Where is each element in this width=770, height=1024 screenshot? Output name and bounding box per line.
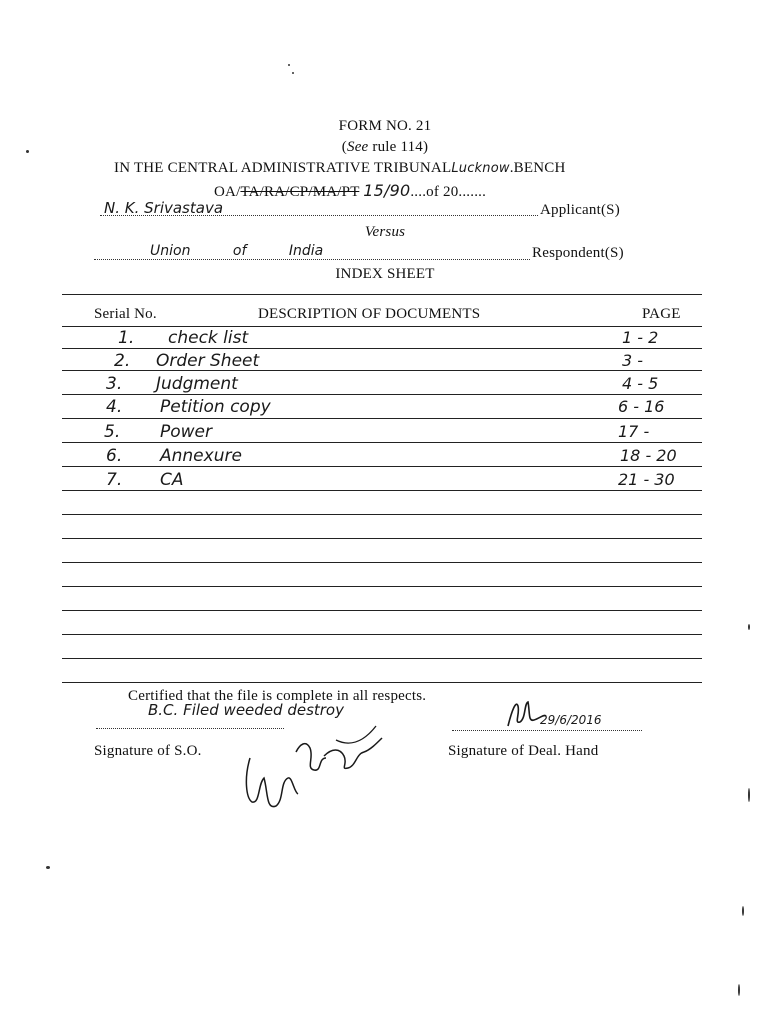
table-row <box>0 422 770 444</box>
oa-suffix: ....of 20....... <box>410 184 487 200</box>
table-rule <box>62 658 702 659</box>
table-row <box>0 446 770 468</box>
oa-line <box>214 181 486 201</box>
deal-hand-initials-signature <box>500 696 550 734</box>
respondent-fill-line <box>94 259 530 260</box>
row-description: Petition copy <box>160 397 271 417</box>
column-serial-header: Serial No. <box>94 306 157 322</box>
row-page: 18 - 20 <box>620 446 677 465</box>
applicant-label: Applicant(S) <box>540 202 620 218</box>
table-rule <box>62 326 702 327</box>
row-serial: 6. <box>106 446 123 466</box>
row-serial: 3. <box>106 374 123 394</box>
scan-speck <box>742 906 744 916</box>
scan-speck <box>292 72 294 74</box>
rule-number: rule 114) <box>368 139 429 155</box>
table-rule <box>62 586 702 587</box>
row-page: 6 - 16 <box>618 397 665 416</box>
row-page: 17 - <box>618 422 650 441</box>
rule-reference <box>0 139 770 156</box>
tribunal-line <box>114 160 566 177</box>
column-page-header: PAGE <box>642 306 681 322</box>
table-row <box>0 328 770 350</box>
scan-speck <box>748 624 750 630</box>
oa-prefix: OA/ <box>214 184 241 200</box>
table-rule <box>62 514 702 515</box>
row-description: Power <box>160 422 213 442</box>
deal-hand-signature-label: Signature of Deal. Hand <box>448 743 599 759</box>
versus-label: Versus <box>364 224 406 240</box>
respondent-handwritten: Union of India <box>150 243 324 259</box>
oa-number-handwritten: 15/90 <box>363 181 411 200</box>
row-serial: 4. <box>106 397 123 417</box>
respondent-label: Respondent(S) <box>532 245 624 261</box>
row-page: 4 - 5 <box>622 374 659 393</box>
deal-hand-date-handwritten: 29/6/2016 <box>540 713 602 727</box>
table-rule <box>62 538 702 539</box>
so-signature-label: Signature of S.O. <box>94 743 202 759</box>
scan-speck <box>738 984 740 996</box>
row-serial: 1. <box>118 328 135 348</box>
tribunal-suffix: .BENCH <box>509 160 566 176</box>
row-description: Annexure <box>160 446 242 466</box>
so-handwritten-note: B.C. Filed weeded destroy <box>148 701 344 719</box>
form-title: FORM NO. 21 <box>338 118 432 134</box>
row-description: Judgment <box>156 374 238 394</box>
so-signature-scrawl <box>236 718 406 826</box>
index-sheet-title: INDEX SHEET <box>335 266 435 282</box>
tribunal-prefix: IN THE CENTRAL ADMINISTRATIVE TRIBUNAL <box>114 160 452 176</box>
row-serial: 5. <box>104 422 121 442</box>
table-rule <box>62 610 702 611</box>
table-row <box>0 374 770 396</box>
row-description: check list <box>168 328 249 348</box>
rule-paren-open: ( <box>341 139 347 155</box>
row-description: Order Sheet <box>156 351 260 371</box>
tribunal-bench-handwritten: Lucknow <box>451 161 510 176</box>
table-top-rule <box>62 294 702 295</box>
table-rule <box>62 634 702 635</box>
column-description-header: DESCRIPTION OF DOCUMENTS <box>258 306 481 322</box>
scan-speck <box>288 64 290 66</box>
table-row <box>0 351 770 373</box>
applicant-handwritten: N. K. Srivastava <box>104 199 224 217</box>
certification-text: Certified that the file is complete in all respects. <box>128 688 427 704</box>
row-page: 1 - 2 <box>622 328 659 347</box>
row-description: CA <box>160 470 184 490</box>
table-bottom-rule <box>62 682 702 683</box>
rule-see: See <box>347 139 369 155</box>
scan-speck <box>748 788 750 802</box>
table-rule <box>62 562 702 563</box>
row-page: 21 - 30 <box>618 470 675 489</box>
table-row <box>0 470 770 492</box>
scan-speck <box>46 866 50 869</box>
table-row <box>0 397 770 419</box>
oa-struck-types: TA/RA/CP/MA/PT <box>240 184 360 200</box>
scan-speck <box>26 150 29 153</box>
row-serial: 7. <box>106 470 123 490</box>
row-page: 3 - <box>622 351 644 370</box>
row-serial: 2. <box>114 351 131 371</box>
